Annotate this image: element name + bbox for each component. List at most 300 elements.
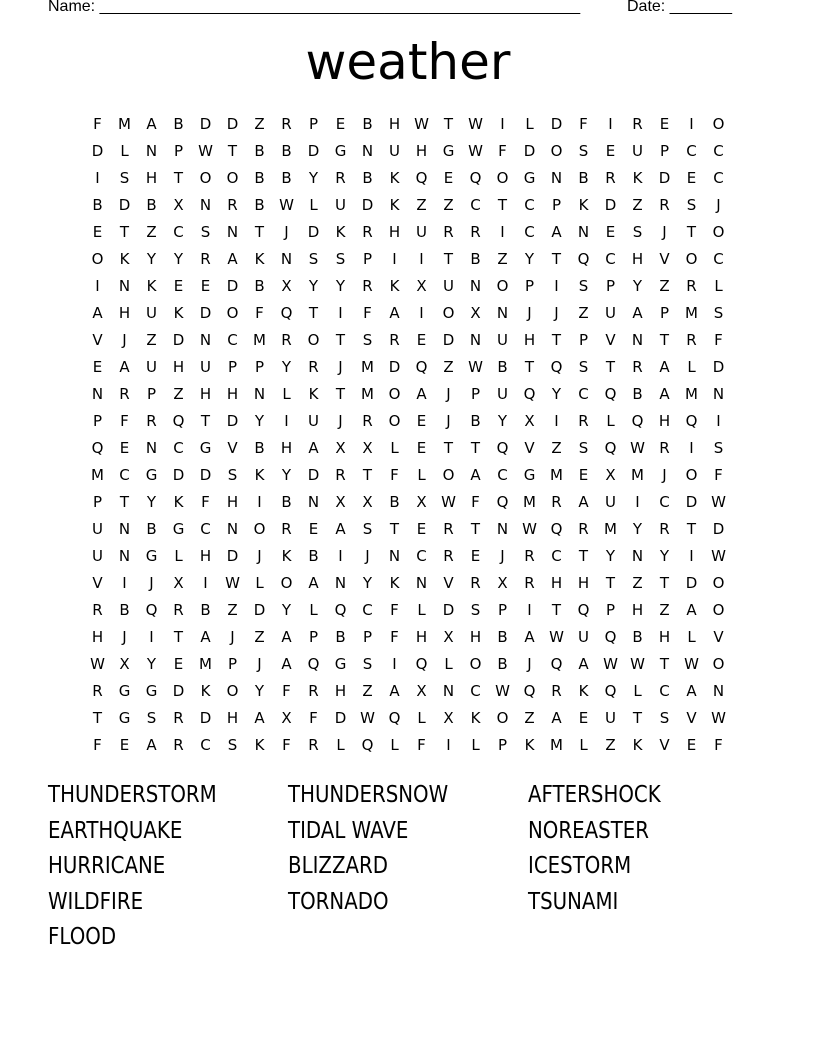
grid-letter[interactable]: I	[635, 493, 640, 511]
grid-letter[interactable]: R	[335, 466, 346, 484]
grid-letter[interactable]: V	[92, 574, 103, 592]
grid-letter[interactable]: N	[496, 520, 509, 538]
grid-letter[interactable]: Q	[415, 655, 428, 673]
grid-letter[interactable]: D	[172, 466, 185, 484]
grid-letter[interactable]: F	[201, 493, 210, 511]
grid-letter[interactable]: T	[470, 439, 481, 457]
grid-letter[interactable]: A	[389, 304, 400, 322]
grid-letter[interactable]: L	[336, 736, 345, 754]
grid-letter[interactable]: Y	[308, 169, 319, 187]
grid-letter[interactable]: Y	[632, 520, 643, 538]
grid-letter[interactable]: I	[446, 736, 451, 754]
grid-letter[interactable]: P	[173, 142, 184, 160]
grid-letter[interactable]: B	[119, 601, 130, 619]
grid-letter[interactable]: K	[470, 709, 481, 727]
grid-letter[interactable]: Q	[604, 628, 617, 646]
grid-letter[interactable]: U	[578, 628, 589, 646]
grid-letter[interactable]: C	[713, 250, 724, 268]
grid-letter[interactable]: B	[578, 169, 589, 187]
grid-letter[interactable]: L	[687, 358, 696, 376]
grid-letter[interactable]: O	[226, 304, 239, 322]
grid-letter[interactable]: J	[149, 574, 154, 592]
grid-letter[interactable]: G	[172, 520, 185, 538]
grid-letter[interactable]: H	[415, 628, 428, 646]
grid-letter[interactable]: J	[257, 655, 262, 673]
grid-letter[interactable]: V	[443, 574, 454, 592]
grid-letter[interactable]: R	[686, 331, 697, 349]
grid-letter[interactable]: A	[686, 682, 697, 700]
grid-letter[interactable]: B	[173, 115, 184, 133]
grid-letter[interactable]: I	[554, 412, 559, 430]
grid-letter[interactable]: R	[659, 520, 670, 538]
grid-letter[interactable]: B	[362, 169, 373, 187]
grid-letter[interactable]: N	[334, 574, 347, 592]
grid-letter[interactable]: S	[119, 169, 130, 187]
grid-letter[interactable]: Y	[659, 547, 670, 565]
grid-letter[interactable]: Z	[497, 250, 508, 268]
grid-letter[interactable]: R	[281, 520, 292, 538]
grid-letter[interactable]: D	[226, 412, 239, 430]
grid-letter[interactable]: L	[417, 601, 426, 619]
grid-letter[interactable]: A	[470, 466, 481, 484]
grid-letter[interactable]: A	[632, 304, 643, 322]
grid-letter[interactable]: Q	[577, 601, 590, 619]
grid-letter[interactable]: W	[630, 655, 645, 673]
grid-letter[interactable]: J	[365, 547, 370, 565]
grid-letter[interactable]: S	[659, 709, 670, 727]
name-field[interactable]: Name: ______________________________________________________	[48, 0, 581, 15]
grid-letter[interactable]: K	[524, 736, 535, 754]
grid-letter[interactable]: R	[227, 196, 238, 214]
grid-letter[interactable]: A	[308, 574, 319, 592]
grid-letter[interactable]: M	[199, 655, 212, 673]
grid-letter[interactable]: R	[524, 574, 535, 592]
grid-letter[interactable]: E	[119, 736, 130, 754]
grid-letter[interactable]: Q	[550, 520, 563, 538]
grid-letter[interactable]: A	[686, 601, 697, 619]
grid-letter[interactable]: U	[92, 547, 103, 565]
grid-letter[interactable]: Q	[577, 250, 590, 268]
grid-letter[interactable]: I	[122, 574, 127, 592]
grid-letter[interactable]: P	[362, 250, 373, 268]
grid-letter[interactable]: V	[713, 628, 724, 646]
grid-letter[interactable]: F	[417, 736, 426, 754]
grid-letter[interactable]: Q	[631, 412, 644, 430]
grid-letter[interactable]: D	[199, 466, 212, 484]
grid-letter[interactable]: W	[90, 655, 105, 673]
grid-letter[interactable]: G	[523, 169, 536, 187]
grid-letter[interactable]: E	[200, 277, 211, 295]
grid-letter[interactable]: E	[416, 439, 427, 457]
grid-letter[interactable]: R	[632, 358, 643, 376]
grid-letter[interactable]: U	[605, 709, 616, 727]
grid-letter[interactable]: R	[173, 709, 184, 727]
grid-letter[interactable]: Q	[604, 439, 617, 457]
grid-letter[interactable]: L	[309, 196, 318, 214]
grid-letter[interactable]: D	[172, 682, 185, 700]
grid-letter[interactable]: Y	[335, 277, 346, 295]
grid-letter[interactable]: M	[361, 385, 374, 403]
grid-letter[interactable]: S	[308, 250, 319, 268]
grid-letter[interactable]: N	[388, 547, 401, 565]
grid-letter[interactable]: T	[605, 574, 616, 592]
grid-letter[interactable]: I	[527, 601, 532, 619]
grid-letter[interactable]: J	[527, 655, 532, 673]
grid-letter[interactable]: R	[443, 547, 454, 565]
grid-letter[interactable]: S	[362, 655, 373, 673]
grid-letter[interactable]: D	[91, 142, 104, 160]
grid-letter[interactable]: I	[608, 115, 613, 133]
grid-letter[interactable]: P	[308, 115, 319, 133]
grid-letter[interactable]: D	[550, 115, 563, 133]
grid-letter[interactable]: U	[146, 358, 157, 376]
grid-letter[interactable]: X	[335, 493, 346, 511]
grid-letter[interactable]: R	[200, 250, 211, 268]
grid-letter[interactable]: Z	[605, 736, 616, 754]
grid-letter[interactable]: T	[551, 331, 562, 349]
grid-letter[interactable]: P	[659, 142, 670, 160]
grid-letter[interactable]: O	[388, 385, 401, 403]
grid-letter[interactable]: D	[199, 115, 212, 133]
grid-letter[interactable]: R	[362, 412, 373, 430]
grid-letter[interactable]: M	[253, 331, 266, 349]
grid-letter[interactable]: T	[578, 547, 589, 565]
grid-letter[interactable]: M	[118, 115, 131, 133]
grid-letter[interactable]: J	[662, 223, 667, 241]
grid-letter[interactable]: G	[145, 682, 158, 700]
grid-letter[interactable]: D	[442, 331, 455, 349]
grid-letter[interactable]: Q	[604, 682, 617, 700]
grid-letter[interactable]: N	[118, 547, 131, 565]
grid-letter[interactable]: M	[604, 520, 617, 538]
grid-letter[interactable]: T	[173, 628, 184, 646]
grid-letter[interactable]: T	[362, 466, 373, 484]
grid-letter[interactable]: A	[200, 628, 211, 646]
grid-letter[interactable]: T	[443, 439, 454, 457]
grid-letter[interactable]: D	[685, 493, 698, 511]
grid-letter[interactable]: Q	[415, 169, 428, 187]
grid-letter[interactable]: D	[523, 142, 536, 160]
grid-letter[interactable]: B	[362, 115, 373, 133]
grid-letter[interactable]: D	[685, 574, 698, 592]
grid-letter[interactable]: P	[551, 196, 562, 214]
grid-letter[interactable]: Q	[172, 412, 185, 430]
grid-letter[interactable]: F	[255, 304, 264, 322]
grid-letter[interactable]: H	[388, 223, 401, 241]
grid-letter[interactable]: W	[441, 493, 456, 511]
grid-letter[interactable]: B	[254, 196, 265, 214]
grid-letter[interactable]: G	[442, 142, 455, 160]
grid-letter[interactable]: H	[199, 547, 212, 565]
grid-letter[interactable]: T	[659, 574, 670, 592]
grid-letter[interactable]: Q	[91, 439, 104, 457]
grid-letter[interactable]: E	[416, 412, 427, 430]
grid-letter[interactable]: A	[389, 682, 400, 700]
grid-letter[interactable]: K	[173, 493, 184, 511]
grid-letter[interactable]: Y	[524, 250, 535, 268]
grid-letter[interactable]: A	[92, 304, 103, 322]
grid-letter[interactable]: K	[308, 385, 319, 403]
grid-letter[interactable]: X	[119, 655, 130, 673]
grid-letter[interactable]: Y	[551, 385, 562, 403]
grid-letter[interactable]: S	[713, 439, 724, 457]
grid-letter[interactable]: U	[335, 196, 346, 214]
grid-letter[interactable]: T	[659, 331, 670, 349]
grid-letter[interactable]: W	[468, 358, 483, 376]
grid-letter[interactable]: K	[254, 466, 265, 484]
grid-letter[interactable]: B	[335, 628, 346, 646]
grid-letter[interactable]: Q	[685, 412, 698, 430]
grid-letter[interactable]: H	[388, 115, 401, 133]
grid-letter[interactable]: F	[390, 628, 399, 646]
grid-letter[interactable]: X	[605, 466, 616, 484]
grid-letter[interactable]: J	[662, 466, 667, 484]
grid-letter[interactable]: Y	[605, 547, 616, 565]
grid-letter[interactable]: S	[578, 277, 589, 295]
grid-letter[interactable]: R	[362, 223, 373, 241]
grid-letter[interactable]: U	[200, 358, 211, 376]
grid-letter[interactable]: R	[470, 223, 481, 241]
grid-letter[interactable]: W	[468, 142, 483, 160]
grid-letter[interactable]: Z	[227, 601, 238, 619]
grid-letter[interactable]: N	[631, 331, 644, 349]
grid-letter[interactable]: F	[93, 115, 102, 133]
grid-letter[interactable]: T	[524, 358, 535, 376]
grid-letter[interactable]: X	[173, 196, 184, 214]
grid-letter[interactable]: G	[334, 655, 347, 673]
grid-letter[interactable]: C	[227, 331, 238, 349]
grid-letter[interactable]: X	[443, 628, 454, 646]
grid-letter[interactable]: I	[203, 574, 208, 592]
grid-letter[interactable]: Z	[146, 223, 157, 241]
grid-letter[interactable]: R	[443, 520, 454, 538]
grid-letter[interactable]: F	[714, 331, 723, 349]
grid-letter[interactable]: Y	[173, 250, 184, 268]
grid-letter[interactable]: D	[118, 196, 131, 214]
grid-letter[interactable]: O	[685, 250, 698, 268]
grid-letter[interactable]: V	[659, 736, 670, 754]
grid-letter[interactable]: A	[119, 358, 130, 376]
grid-letter[interactable]: H	[631, 601, 644, 619]
grid-letter[interactable]: S	[470, 601, 481, 619]
grid-letter[interactable]: A	[254, 709, 265, 727]
grid-letter[interactable]: Q	[496, 493, 509, 511]
grid-letter[interactable]: N	[307, 493, 320, 511]
grid-letter[interactable]: N	[361, 142, 374, 160]
grid-letter[interactable]: W	[711, 709, 726, 727]
grid-letter[interactable]: B	[470, 250, 481, 268]
grid-letter[interactable]: L	[309, 601, 318, 619]
grid-letter[interactable]: B	[470, 412, 481, 430]
grid-letter[interactable]: Z	[173, 385, 184, 403]
grid-letter[interactable]: H	[226, 385, 239, 403]
grid-letter[interactable]: Q	[361, 736, 374, 754]
grid-letter[interactable]: X	[524, 412, 535, 430]
grid-letter[interactable]: R	[119, 385, 130, 403]
grid-letter[interactable]: A	[551, 223, 562, 241]
grid-letter[interactable]: J	[716, 196, 721, 214]
grid-letter[interactable]: N	[280, 250, 293, 268]
grid-letter[interactable]: B	[497, 358, 508, 376]
grid-letter[interactable]: N	[469, 277, 482, 295]
grid-letter[interactable]: Z	[254, 115, 265, 133]
grid-letter[interactable]: O	[253, 520, 266, 538]
grid-letter[interactable]: H	[577, 574, 590, 592]
grid-letter[interactable]: D	[712, 520, 725, 538]
grid-letter[interactable]: L	[714, 277, 723, 295]
grid-letter[interactable]: X	[416, 277, 427, 295]
grid-letter[interactable]: X	[335, 439, 346, 457]
grid-letter[interactable]: G	[334, 142, 347, 160]
grid-letter[interactable]: Z	[659, 277, 670, 295]
grid-letter[interactable]: H	[118, 304, 131, 322]
grid-letter[interactable]: C	[659, 682, 670, 700]
grid-letter[interactable]: B	[254, 142, 265, 160]
grid-letter[interactable]: D	[334, 709, 347, 727]
grid-letter[interactable]: D	[199, 304, 212, 322]
grid-letter[interactable]: Z	[632, 574, 643, 592]
grid-letter[interactable]: N	[712, 682, 725, 700]
grid-letter[interactable]: L	[417, 709, 426, 727]
grid-letter[interactable]: R	[92, 601, 103, 619]
grid-letter[interactable]: P	[497, 601, 508, 619]
grid-letter[interactable]: T	[200, 412, 211, 430]
grid-letter[interactable]: I	[689, 439, 694, 457]
grid-letter[interactable]: I	[257, 493, 262, 511]
grid-letter[interactable]: S	[686, 196, 697, 214]
grid-letter[interactable]: N	[226, 223, 239, 241]
grid-letter[interactable]: O	[712, 601, 725, 619]
grid-letter[interactable]: Y	[362, 574, 373, 592]
grid-letter[interactable]: C	[605, 250, 616, 268]
grid-letter[interactable]: N	[145, 142, 158, 160]
grid-letter[interactable]: T	[227, 142, 238, 160]
grid-letter[interactable]: C	[497, 466, 508, 484]
grid-letter[interactable]: W	[495, 682, 510, 700]
grid-letter[interactable]: Q	[307, 655, 320, 673]
grid-letter[interactable]: B	[632, 385, 643, 403]
grid-letter[interactable]: J	[338, 358, 343, 376]
grid-letter[interactable]: M	[361, 358, 374, 376]
grid-letter[interactable]: T	[254, 223, 265, 241]
grid-letter[interactable]: Z	[659, 601, 670, 619]
grid-letter[interactable]: L	[471, 736, 480, 754]
grid-letter[interactable]: D	[307, 466, 320, 484]
grid-letter[interactable]: W	[279, 196, 294, 214]
grid-letter[interactable]: H	[91, 628, 104, 646]
grid-letter[interactable]: R	[362, 277, 373, 295]
grid-letter[interactable]: Y	[281, 358, 292, 376]
grid-letter[interactable]: I	[95, 169, 100, 187]
grid-letter[interactable]: I	[392, 655, 397, 673]
grid-letter[interactable]: Y	[254, 682, 265, 700]
grid-letter[interactable]: J	[122, 331, 127, 349]
grid-letter[interactable]: K	[200, 682, 211, 700]
grid-letter[interactable]: R	[281, 331, 292, 349]
grid-letter[interactable]: E	[119, 439, 130, 457]
grid-letter[interactable]: P	[497, 736, 508, 754]
grid-letter[interactable]: M	[550, 466, 563, 484]
grid-letter[interactable]: X	[416, 493, 427, 511]
grid-letter[interactable]: D	[361, 196, 374, 214]
grid-letter[interactable]: R	[551, 493, 562, 511]
grid-letter[interactable]: A	[524, 628, 535, 646]
grid-letter[interactable]: F	[390, 466, 399, 484]
grid-letter[interactable]: B	[254, 277, 265, 295]
grid-letter[interactable]: S	[578, 142, 589, 160]
grid-letter[interactable]: Z	[443, 196, 454, 214]
grid-letter[interactable]: N	[496, 304, 509, 322]
grid-letter[interactable]: X	[470, 304, 481, 322]
grid-letter[interactable]: B	[92, 196, 103, 214]
grid-letter[interactable]: K	[254, 736, 265, 754]
grid-letter[interactable]: R	[578, 520, 589, 538]
grid-letter[interactable]: P	[146, 385, 157, 403]
grid-letter[interactable]: S	[578, 439, 589, 457]
grid-letter[interactable]: L	[174, 547, 183, 565]
grid-letter[interactable]: V	[659, 250, 670, 268]
grid-letter[interactable]: T	[632, 709, 643, 727]
grid-letter[interactable]: W	[603, 655, 618, 673]
grid-letter[interactable]: I	[284, 412, 289, 430]
grid-letter[interactable]: H	[172, 358, 185, 376]
grid-letter[interactable]: E	[308, 520, 319, 538]
grid-letter[interactable]: I	[392, 250, 397, 268]
grid-letter[interactable]: R	[605, 169, 616, 187]
grid-letter[interactable]: O	[550, 142, 563, 160]
grid-letter[interactable]: Q	[550, 655, 563, 673]
grid-letter[interactable]: L	[417, 466, 426, 484]
grid-letter[interactable]: W	[360, 709, 375, 727]
grid-letter[interactable]: O	[199, 169, 212, 187]
grid-letter[interactable]: S	[632, 223, 643, 241]
grid-letter[interactable]: Z	[254, 628, 265, 646]
grid-letter[interactable]: Z	[524, 709, 535, 727]
grid-letter[interactable]: P	[227, 655, 238, 673]
grid-letter[interactable]: G	[118, 682, 131, 700]
grid-letter[interactable]: L	[633, 682, 642, 700]
grid-letter[interactable]: F	[363, 304, 372, 322]
grid-letter[interactable]: R	[632, 115, 643, 133]
grid-letter[interactable]: I	[149, 628, 154, 646]
grid-letter[interactable]: H	[199, 385, 212, 403]
grid-letter[interactable]: E	[416, 331, 427, 349]
grid-letter[interactable]: Y	[497, 412, 508, 430]
grid-letter[interactable]: U	[497, 331, 508, 349]
grid-letter[interactable]: W	[468, 115, 483, 133]
grid-letter[interactable]: T	[335, 385, 346, 403]
grid-letter[interactable]: P	[605, 277, 616, 295]
grid-letter[interactable]: T	[443, 115, 454, 133]
grid-letter[interactable]: E	[173, 655, 184, 673]
grid-letter[interactable]: V	[605, 331, 616, 349]
grid-letter[interactable]: Q	[145, 601, 158, 619]
grid-letter[interactable]: R	[308, 736, 319, 754]
grid-letter[interactable]: X	[443, 709, 454, 727]
grid-letter[interactable]: A	[335, 520, 346, 538]
grid-letter[interactable]: D	[226, 547, 239, 565]
grid-letter[interactable]: I	[554, 277, 559, 295]
grid-letter[interactable]: W	[711, 547, 726, 565]
grid-letter[interactable]: F	[579, 115, 588, 133]
grid-letter[interactable]: C	[200, 520, 211, 538]
grid-letter[interactable]: L	[120, 142, 129, 160]
grid-letter[interactable]: I	[338, 547, 343, 565]
grid-letter[interactable]: E	[686, 736, 697, 754]
grid-letter[interactable]: Z	[443, 358, 454, 376]
grid-letter[interactable]: J	[527, 304, 532, 322]
grid-letter[interactable]: W	[414, 115, 429, 133]
